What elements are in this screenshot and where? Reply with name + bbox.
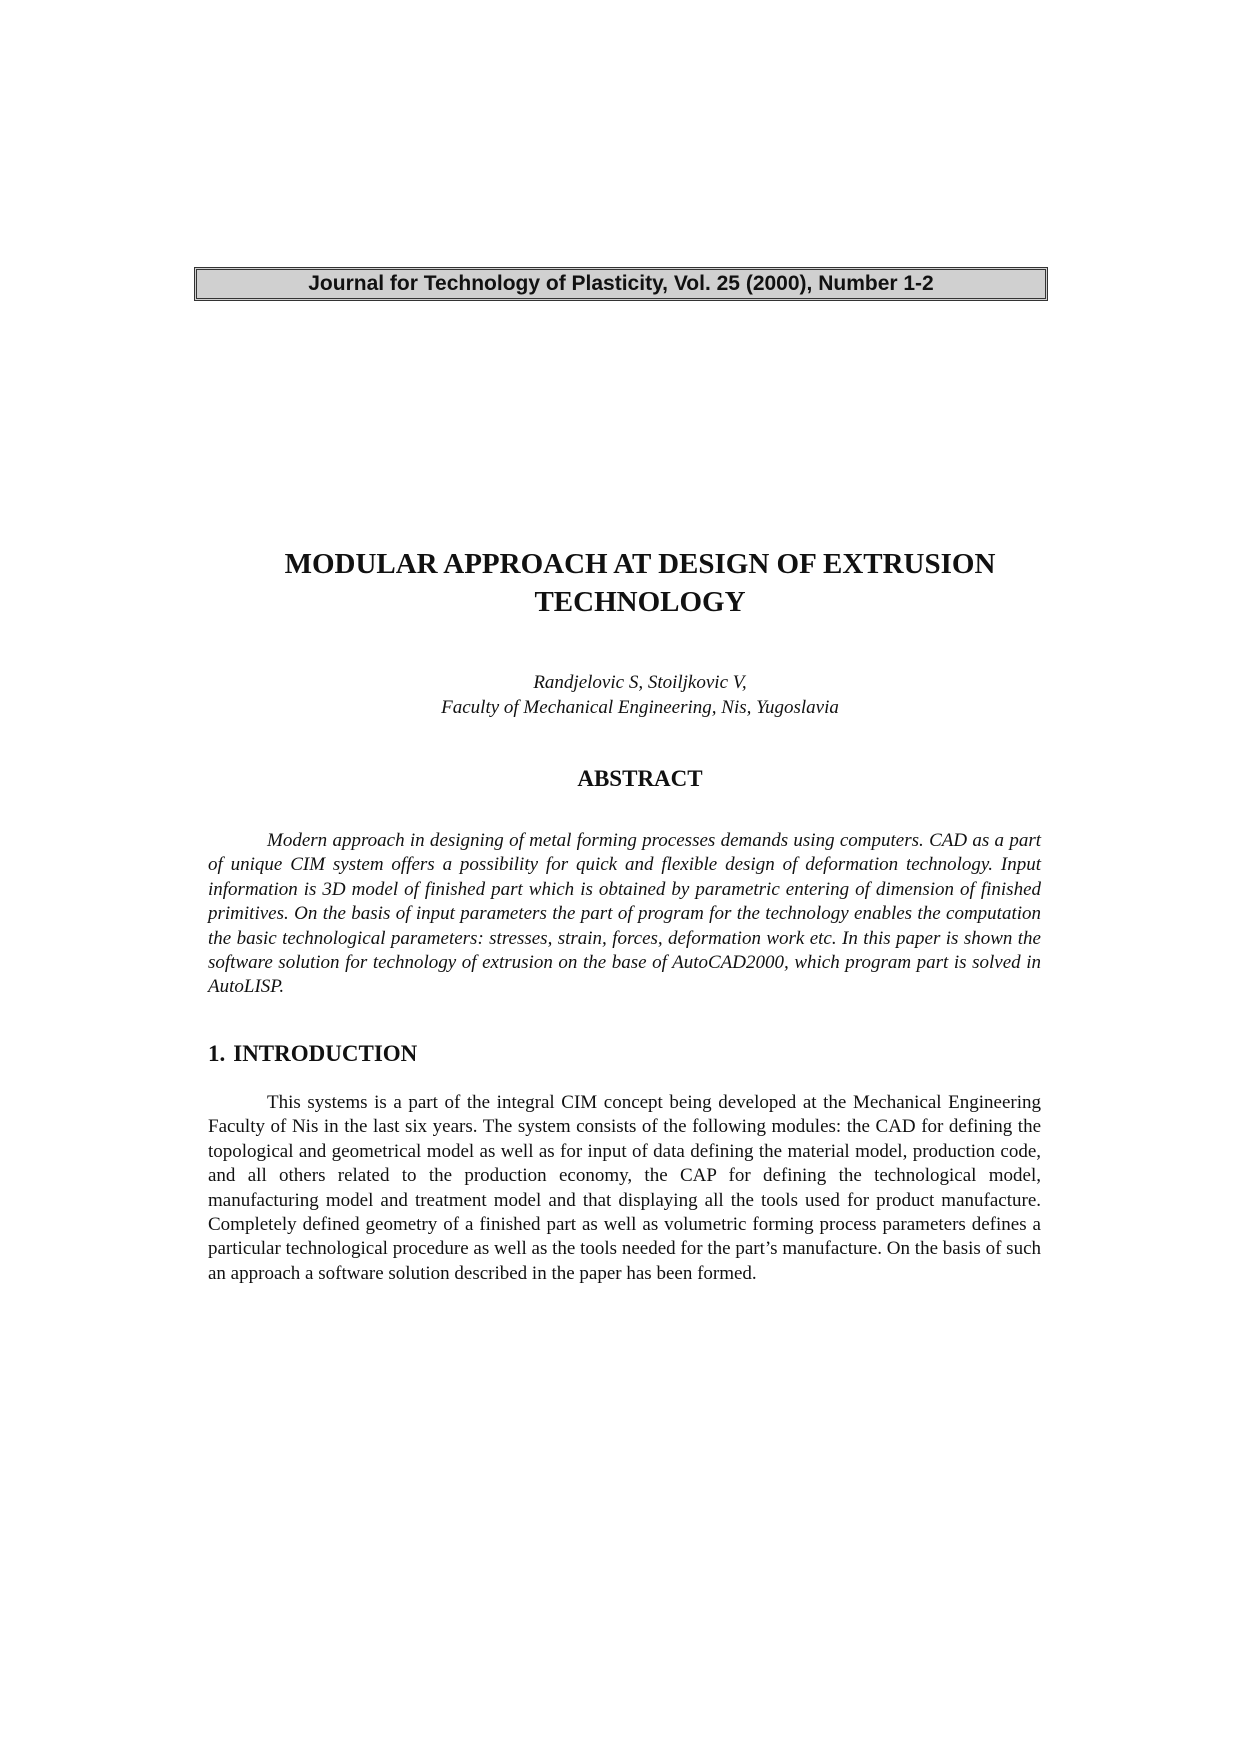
- author-block: [240, 670, 1040, 720]
- journal-header: [194, 267, 1048, 301]
- authors: Randjelovic S, Stoiljkovic V,: [533, 672, 747, 693]
- affiliation: Faculty of Mechanical Engineering, Nis, Yugoslavia: [441, 697, 839, 718]
- introduction-text: This systems is a part of the integral CIM concept being developed at the Mechanical Engineering Faculty of Nis in the last six years. The system consists of the following modules: the CAD for defining the topological and geometrical model as well as for input of data defining the material model, production code, and all others related to the production economy, the CAP for defining the technological model, manufacturing model and treatment model and that displaying all the tools used for product manufacture. Completely defined geometry of a finished part as well as volumetric forming process parameters defines a particular technological procedure as well as the tools needed for the part’s manufacture. On the basis of such an approach a software solution described in the paper has been formed.: [208, 1092, 1041, 1284]
- journal-header-text: Journal for Technology of Plasticity, Vol. 25 (2000), Number 1-2: [308, 272, 934, 295]
- abstract-text: Modern approach in designing of metal forming processes demands using computers. CAD as a part of unique CIM system offers a possibility for quick and flexible design of deformation technology. Input information is 3D model of finished part which is obtained by parametric entering of dimension of finished primitives. On the basis of input parameters the part of program for the technology enables the computation the basic technological parameters: stresses, strain, forces, deformation work etc. In this paper is shown the software solution for technology of extrusion on the base of AutoCAD2000, which program part is solved in AutoLISP.: [208, 830, 1041, 998]
- section-number: 1.: [208, 1041, 226, 1066]
- paper-title-line-1: MODULAR APPROACH AT DESIGN OF EXTRUSION: [284, 548, 996, 580]
- section-title: INTRODUCTION: [233, 1041, 418, 1066]
- paper-title-line-2: TECHNOLOGY: [534, 586, 746, 618]
- abstract-heading: ABSTRACT: [577, 766, 703, 791]
- paper-title: [240, 545, 1040, 621]
- section-heading-introduction: [208, 1039, 1041, 1069]
